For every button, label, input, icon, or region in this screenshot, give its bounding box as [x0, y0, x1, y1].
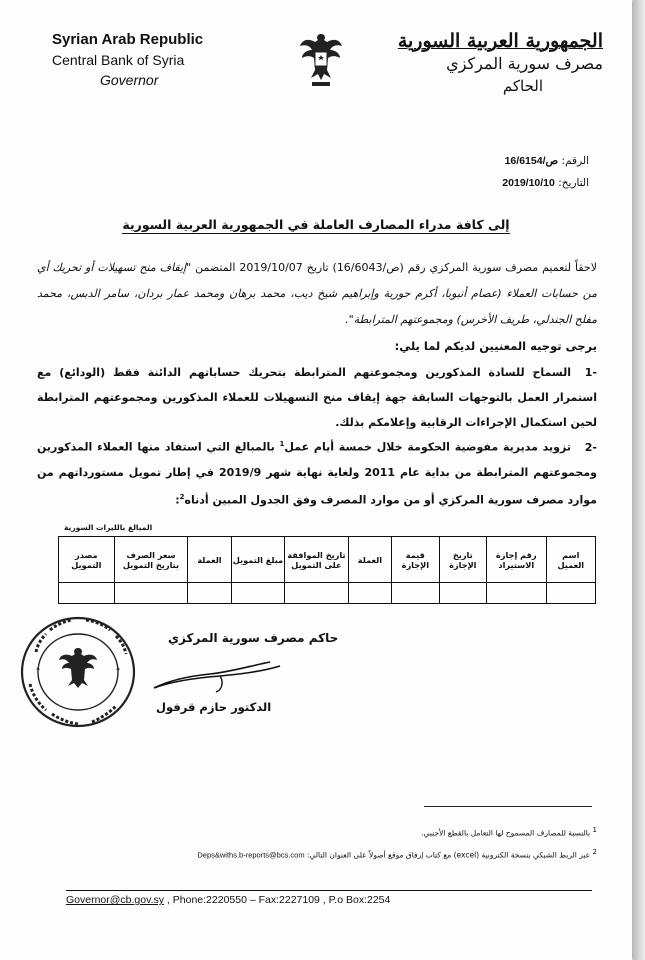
footnote-ref: 1	[279, 440, 285, 448]
official-seal-icon	[16, 612, 146, 730]
footer-contact-info: , Phone:2220550 – Fax:2227109 , P.o Box:2254	[164, 894, 391, 906]
reference-number-value: ص/16/6154	[504, 155, 559, 167]
instruction-number: -1	[584, 366, 597, 379]
table-cell	[285, 583, 349, 604]
page-edge	[633, 0, 645, 960]
footnote-text: بالنسبة للمصارف المسموح لها التعامل بالقطع الأجنبي.	[421, 828, 591, 838]
table-cell	[59, 583, 115, 604]
reference-number-label: الرقم:	[561, 155, 589, 167]
footnote-separator	[424, 806, 592, 807]
col-client-name: اسم العميل	[546, 537, 595, 583]
office-name-en: Governor	[100, 72, 159, 88]
col-license-value: قيمة الإجازة	[392, 537, 439, 583]
footer-divider	[66, 890, 592, 891]
table-cell	[487, 583, 547, 604]
country-name-ar: الجمهورية العربية السورية	[397, 30, 603, 52]
instruction-number: -2	[584, 440, 597, 454]
col-exchange-rate: سعر الصرف بتاريخ التمويل	[114, 537, 188, 583]
footnote-text: عبر الربط الشبكي بنسخة الكترونية (excel) مع كتاب إرفاق موقع أصولاً على العنوان التالي:	[306, 850, 591, 860]
table-cell	[231, 583, 284, 604]
footnote-email[interactable]: Deps&withs.b-reports@bcs.com	[197, 850, 305, 860]
col-currency-2: العملة	[188, 537, 231, 583]
table-cell	[546, 583, 595, 604]
table-caption: المبالغ بالليرات السورية	[64, 523, 153, 532]
instruction-item-1	[37, 360, 597, 435]
english-letterhead	[52, 30, 203, 90]
reference-block	[502, 150, 589, 194]
instruction-text: تزويد مديرية مفوضية الحكومة خلال خمسة أيام عمل	[284, 440, 571, 454]
col-currency: العملة	[348, 537, 391, 583]
table-cell	[348, 583, 391, 604]
footnote-2	[57, 848, 597, 860]
handwritten-signature-icon	[150, 652, 290, 702]
instruction-item-2	[37, 432, 597, 512]
table-cell	[392, 583, 439, 604]
footnote-ref: 2	[179, 492, 185, 501]
country-name-en: Syrian Arab Republic	[52, 31, 204, 48]
reference-date-value: 2019/10/10	[502, 177, 555, 189]
office-name-ar: الحاكم	[502, 77, 543, 95]
table-cell	[188, 583, 231, 604]
footnote-1	[421, 826, 597, 838]
table-cell	[114, 583, 188, 604]
signatory-title: حاكم مصرف سورية المركزي	[168, 631, 339, 645]
opening-paragraph-lead: لاحقاً لتعميم مصرف سورية المركزي رقم (ص/16/6043) تاريخ 2019/10/07 المتضمن	[191, 261, 598, 274]
col-import-license-number: رقم إجازة الاستيراد	[487, 537, 547, 583]
instruction-text-continued: بالمبالغ التي استفاد منها العملاء المذكورين ومجموعتهم المترابطة من بداية عام 2011 ولغاية نهاية شهر 2019/9 في إطار تمويل مستورداتهم من موارد مصرف سورية المركزي أو من موارد المصرف وفق الجدول المبين أدناه	[37, 440, 597, 507]
col-financing-source: مصدر التمويل	[59, 537, 115, 583]
col-license-date: تاريخ الإجازة	[439, 537, 486, 583]
col-approval-date: تاريخ الموافقة على التمويل	[285, 537, 349, 583]
footer-email-link[interactable]: Governor@cb.gov.sy	[66, 894, 165, 906]
opening-paragraph	[37, 255, 597, 333]
reference-date	[502, 172, 589, 194]
bank-name-ar: مصرف سورية المركزي	[446, 54, 603, 73]
footnote-number: 2	[592, 848, 597, 856]
instruction-text-tail: :	[175, 493, 180, 507]
letter-title	[0, 217, 632, 232]
reference-date-label: التاريخ:	[558, 177, 589, 189]
arabic-letterhead	[398, 30, 603, 95]
financing-table	[58, 536, 596, 604]
table-row	[59, 583, 596, 604]
letter-title-text: إلى كافة مدراء المصارف العاملة في الجمهورية العربية السورية	[122, 217, 510, 232]
signatory-name: الدكتور حازم قرفول	[156, 700, 272, 714]
opening-paragraph-quote: "إيقاف منح تسهيلات أو تحريك أي من حسابات العملاء (عصام أنبوبا، أكرم حورية وإبراهيم شيخ ديب، محمد برهان ومحمد عمار بردان، سامر الدبس، محمد مفلح الجندلي، طريف الأخرس) ومجموعتهم المترابطة".	[37, 261, 597, 326]
instruction-text: السماح للسادة المذكورين ومجموعتهم المترابطة بتحريك حساباتهم الدائنة فقط (الودائع) مع استمرار العمل بالتوجهات السابقة جهة إيقاف منح التسهيلات للعملاء المذكورين ومجموعتهم المترابطة لحين استكمال الإجراءات الرقابية وإعلامكم بذلك.	[37, 366, 597, 429]
footnote-number: 1	[592, 826, 597, 834]
instructions-intro: يرجى توجيه المعنيين لديكم لما يلي:	[394, 339, 597, 353]
bank-name-en: Central Bank of Syria	[52, 52, 185, 68]
table-header-row	[59, 537, 596, 583]
col-financing-amount: مبلغ التمويل	[231, 537, 284, 583]
footer-contact	[66, 894, 390, 906]
reference-number	[502, 150, 589, 172]
eagle-emblem-icon	[298, 28, 344, 90]
table-cell	[439, 583, 486, 604]
